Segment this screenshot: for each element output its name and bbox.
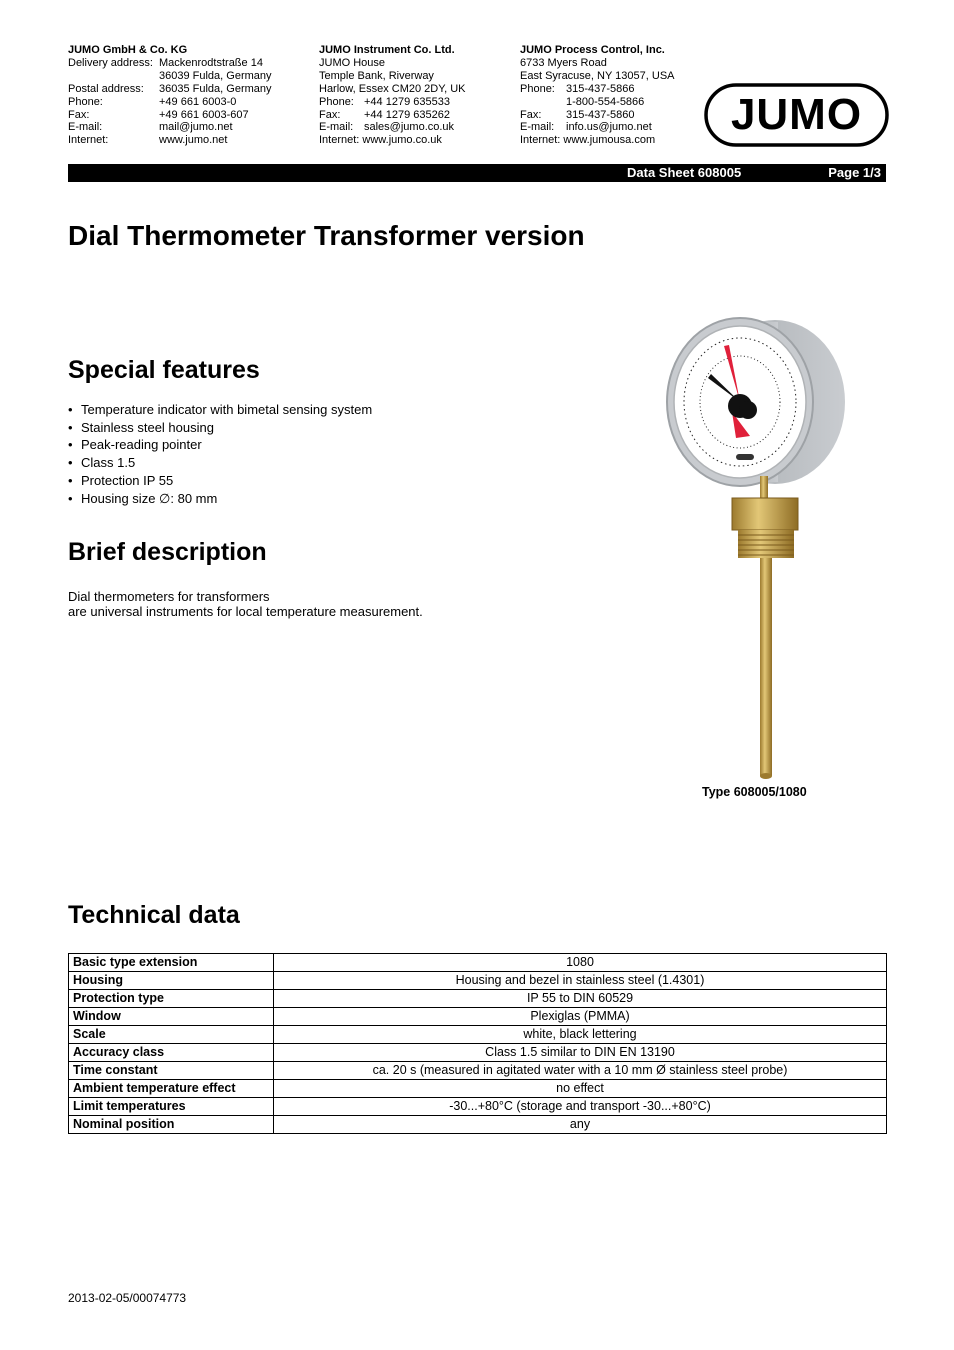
address-label: E-mail:	[520, 121, 555, 134]
address-label: E-mail:	[319, 121, 354, 134]
table-row	[69, 990, 887, 1008]
table-key: Time constant	[69, 1062, 274, 1080]
table-key: Protection type	[69, 990, 274, 1008]
address-block-uk	[319, 44, 466, 147]
table-value: -30...+80°C (storage and transport -30...+80°C)	[274, 1098, 887, 1116]
brief-text	[68, 589, 423, 620]
email-link[interactable]: sales@jumo.co.uk	[364, 121, 455, 134]
address-value: 315-437-5860	[566, 108, 635, 121]
table-key: Housing	[69, 972, 274, 990]
list-item: • Housing size ∅: 80 mm	[68, 490, 372, 508]
address-row	[520, 57, 675, 70]
address-row	[520, 70, 675, 83]
address-line: Harlow, Essex CM20 2DY, UK	[319, 82, 466, 95]
address-row	[68, 134, 272, 147]
email-link[interactable]: mail@jumo.net	[159, 121, 233, 134]
features-list	[68, 401, 372, 507]
website-link[interactable]: www.jumousa.com	[563, 134, 656, 147]
datasheet-bar	[68, 164, 886, 182]
jumo-logo	[704, 83, 889, 147]
address-label	[520, 96, 566, 109]
address-label: Delivery address:	[68, 56, 153, 69]
brief-line: Dial thermometers for transformers	[68, 589, 270, 604]
address-value: +44 1279 635262	[364, 108, 450, 121]
list-item: • Stainless steel housing	[68, 419, 372, 437]
document-footer: 2013-02-05/00074773	[68, 1291, 187, 1305]
address-row	[520, 96, 675, 109]
page-number: Page 1/3	[828, 165, 881, 180]
address-line: 6733 Myers Road	[520, 56, 607, 69]
website-link[interactable]: www.jumo.co.uk	[362, 134, 442, 147]
table-row	[69, 1080, 887, 1098]
address-value: Mackenrodtstraße 14	[159, 56, 263, 69]
brief-heading: Brief description	[68, 538, 267, 566]
table-key: Accuracy class	[69, 1044, 274, 1062]
address-row	[319, 109, 466, 122]
address-row	[319, 83, 466, 96]
address-label: Postal address:	[68, 82, 144, 95]
address-row	[319, 57, 466, 70]
table-key: Limit temperatures	[69, 1098, 274, 1116]
email-link[interactable]: info.us@jumo.net	[566, 121, 652, 134]
address-row	[68, 121, 272, 134]
address-row	[319, 70, 466, 83]
address-label: Phone:	[520, 82, 555, 95]
table-value: Plexiglas (PMMA)	[274, 1008, 887, 1026]
address-label: Internet:	[520, 134, 561, 147]
page-title: Dial Thermometer Transformer version	[68, 220, 585, 251]
image-caption: Type 608005/1080	[702, 785, 807, 799]
table-value: Class 1.5 similar to DIN EN 13190	[274, 1044, 887, 1062]
address-value: 36039 Fulda, Germany	[159, 69, 272, 82]
address-label	[68, 70, 159, 83]
table-row	[69, 1026, 887, 1044]
table-row	[69, 1008, 887, 1026]
address-row	[319, 134, 466, 147]
address-row	[520, 83, 675, 96]
address-value: +44 1279 635533	[364, 95, 450, 108]
address-label: Fax:	[520, 108, 542, 121]
logo-text: JUMO	[730, 90, 863, 139]
list-item: • Class 1.5	[68, 454, 372, 472]
list-item: • Peak-reading pointer	[68, 436, 372, 454]
address-value: 315-437-5866	[566, 82, 635, 95]
table-value: white, black lettering	[274, 1026, 887, 1044]
address-label: Internet:	[319, 134, 360, 147]
table-key: Basic type extension	[69, 954, 274, 972]
address-value: 1-800-554-5866	[566, 95, 645, 108]
address-value: +49 661 6003-607	[159, 108, 249, 121]
address-label: E-mail:	[68, 121, 103, 134]
company-name: JUMO Process Control, Inc.	[520, 44, 665, 56]
table-key: Nominal position	[69, 1116, 274, 1134]
address-row	[68, 70, 272, 83]
datasheet-number: Data Sheet 608005	[627, 165, 742, 180]
table-row	[69, 1044, 887, 1062]
technical-data-table	[68, 953, 887, 1134]
table-value: IP 55 to DIN 60529	[274, 990, 887, 1008]
address-line: East Syracuse, NY 13057, USA	[520, 69, 675, 82]
address-label: Fax:	[319, 108, 341, 121]
company-name: JUMO GmbH & Co. KG	[68, 44, 188, 56]
address-block-germany	[68, 44, 272, 147]
address-row	[319, 121, 466, 134]
table-row	[69, 972, 887, 990]
table-row	[69, 1098, 887, 1116]
technical-heading: Technical data	[68, 901, 240, 929]
address-value: 36035 Fulda, Germany	[159, 82, 272, 95]
table-value: ca. 20 s (measured in agitated water with a 10 mm Ø stainless steel probe)	[274, 1062, 887, 1080]
address-row	[520, 134, 675, 147]
company-name: JUMO Instrument Co. Ltd.	[319, 44, 455, 56]
table-row	[69, 954, 887, 972]
table-key: Scale	[69, 1026, 274, 1044]
table-value: any	[274, 1116, 887, 1134]
address-row	[520, 121, 675, 134]
address-value: +49 661 6003-0	[159, 95, 237, 108]
address-label: Fax:	[68, 108, 90, 121]
address-row	[520, 109, 675, 122]
address-label: Phone:	[319, 95, 354, 108]
address-row	[68, 57, 272, 70]
address-label: Phone:	[68, 95, 103, 108]
brief-line: are universal instruments for local temperature measurement.	[68, 604, 423, 620]
table-value: 1080	[274, 954, 887, 972]
list-item: • Protection IP 55	[68, 472, 372, 490]
table-value: no effect	[274, 1080, 887, 1098]
table-key: Window	[69, 1008, 274, 1026]
website-link[interactable]: www.jumo.net	[159, 134, 228, 147]
address-row	[68, 83, 272, 96]
address-block-usa	[520, 44, 675, 147]
address-row	[68, 96, 272, 109]
table-key: Ambient temperature effect	[69, 1080, 274, 1098]
table-row	[69, 1116, 887, 1134]
list-item: • Temperature indicator with bimetal sensing system	[68, 401, 372, 419]
address-label: Internet:	[68, 134, 109, 147]
address-line: JUMO House	[319, 56, 386, 69]
address-row	[319, 96, 466, 109]
features-heading: Special features	[68, 356, 260, 384]
thermometer-image	[660, 316, 855, 781]
table-row	[69, 1062, 887, 1080]
address-line: Temple Bank, Riverway	[319, 69, 434, 82]
address-row	[68, 109, 272, 122]
table-value: Housing and bezel in stainless steel (1.4301)	[274, 972, 887, 990]
